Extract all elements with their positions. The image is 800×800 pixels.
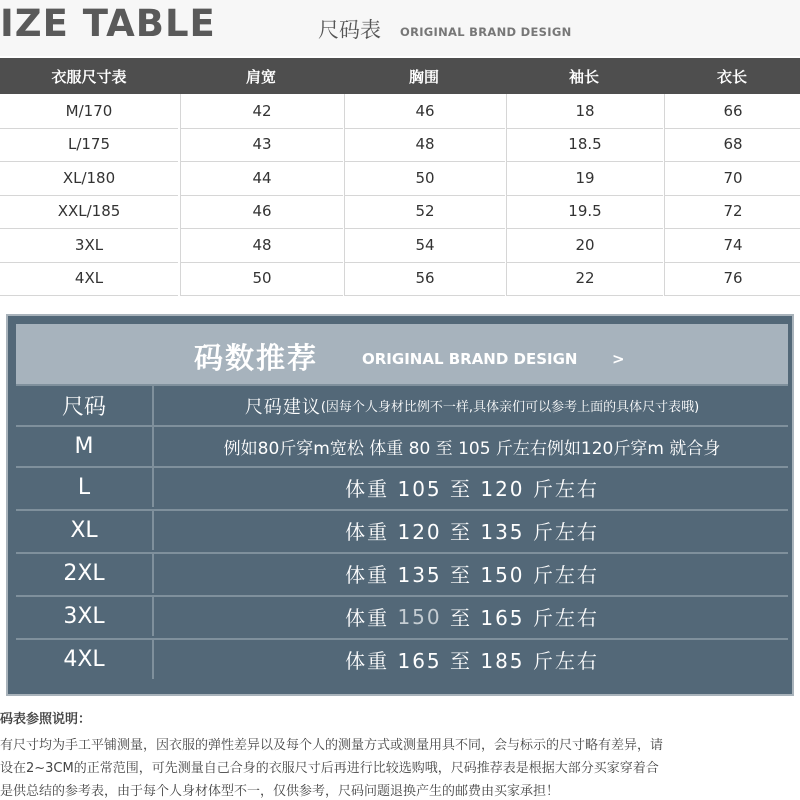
table-cell: 18 (506, 94, 663, 129)
recommendation-brand: ORIGINAL BRAND DESIGN (362, 350, 578, 368)
recommendation-size: M (16, 427, 154, 466)
column-header: 胸围 (408, 67, 439, 86)
size-table (0, 58, 800, 295)
brand-tagline: ORIGINAL BRAND DESIGN (400, 25, 572, 39)
table-cell: 66 (664, 94, 800, 129)
table-cell: 18.5 (506, 128, 663, 163)
table-row (0, 161, 800, 195)
table-row (0, 128, 800, 162)
table-cell: 19.5 (506, 195, 663, 230)
table-cell: XXL/185 (0, 195, 178, 230)
column-header: 衣服尺寸表 (51, 67, 127, 86)
column-header: 肩宽 (245, 67, 276, 86)
table-cell: 68 (664, 128, 800, 163)
size-recommendation-panel (6, 314, 794, 696)
table-cell: L/175 (0, 128, 178, 163)
recommendation-row (16, 509, 788, 550)
recommendation-size: 2XL (16, 554, 154, 593)
recommendation-header-row (16, 384, 788, 425)
recommendation-row (16, 638, 788, 679)
recommendation-title: 码数推荐 (194, 341, 319, 375)
table-cell: 4XL (0, 262, 178, 297)
recommendation-header (16, 324, 788, 384)
recommendation-size: 3XL (16, 597, 154, 636)
table-cell: 3XL (0, 228, 178, 263)
chevron-right-icon: > (612, 350, 625, 368)
page-header (0, 0, 800, 56)
table-row (0, 195, 800, 229)
size-notes (0, 706, 800, 800)
table-body (0, 94, 800, 295)
recommendation-row (16, 552, 788, 593)
table-cell: 48 (344, 128, 505, 163)
recommendation-advice: 例如80斤穿m宽松 体重 80 至 105 斤左右例如120斤穿m 就合身 (223, 439, 721, 459)
column-header: 袖长 (568, 67, 599, 86)
table-cell: 74 (664, 228, 800, 263)
size-table-title: IZE TABLE (0, 2, 216, 45)
table-cell: 50 (344, 161, 505, 196)
recommendation-advice: 体重 165 至 185 斤左右 (345, 649, 599, 673)
table-cell: 42 (180, 94, 343, 129)
size-column-header: 尺码 (16, 386, 154, 425)
table-cell: 50 (180, 262, 343, 297)
table-cell: 76 (664, 262, 800, 297)
recommendation-size: XL (16, 511, 154, 550)
recommendation-size: L (16, 468, 154, 507)
table-cell: 56 (344, 262, 505, 297)
recommendation-row (16, 425, 788, 466)
table-cell: 46 (344, 94, 505, 129)
recommendation-advice: 体重 105 至 120 斤左右 (345, 477, 599, 501)
table-row (0, 262, 800, 296)
table-cell: XL/180 (0, 161, 178, 196)
table-cell: 72 (664, 195, 800, 230)
note-line: 有尺寸均为手工平铺测量，因衣服的弹性差异以及每个人的测量方式或测量用具不同，会与标示的尺寸略有差异，请 (0, 738, 664, 753)
advice-header-label: 尺码建议 (244, 396, 321, 418)
note-line: 是供总结的参考表，由于每个人身材体型不一，仅供参考，尺码问题退换产生的邮费由买家承担！ (0, 784, 560, 799)
advice-prefix: 体重 (345, 606, 398, 630)
table-cell: M/170 (0, 94, 178, 129)
table-header-row (0, 58, 800, 94)
size-table-subtitle: 尺码表 (318, 18, 381, 42)
recommendation-size: 4XL (16, 640, 154, 679)
table-cell: 70 (664, 161, 800, 196)
advice-header-note: (因每个人身材比例不一样,具体亲们可以参考上面的具体尺寸表哦) (320, 400, 700, 415)
note-line: 设在2~3CM的正常范围，可先测量自己合身的衣服尺寸后再进行比较选购哦，尺码推荐表是根据大部分买家穿着合 (0, 761, 659, 776)
advice-suffix: 至 165 斤左右 (441, 606, 599, 630)
table-cell: 52 (344, 195, 505, 230)
advice-muted-number: 150 (397, 604, 442, 629)
table-cell: 43 (180, 128, 343, 163)
table-cell: 20 (506, 228, 663, 263)
table-cell: 19 (506, 161, 663, 196)
table-cell: 22 (506, 262, 663, 297)
recommendation-advice (156, 597, 788, 636)
notes-title: 码表参照说明： (0, 712, 92, 727)
recommendation-row (16, 466, 788, 507)
table-row (0, 94, 800, 128)
table-cell: 44 (180, 161, 343, 196)
table-cell: 54 (344, 228, 505, 263)
column-header: 衣长 (716, 67, 747, 86)
recommendation-row (16, 595, 788, 636)
table-cell: 48 (180, 228, 343, 263)
recommendation-advice: 体重 135 至 150 斤左右 (345, 563, 599, 587)
recommendation-advice: 体重 120 至 135 斤左右 (345, 520, 599, 544)
table-row (0, 228, 800, 262)
advice-column-header (156, 386, 788, 425)
table-cell: 46 (180, 195, 343, 230)
